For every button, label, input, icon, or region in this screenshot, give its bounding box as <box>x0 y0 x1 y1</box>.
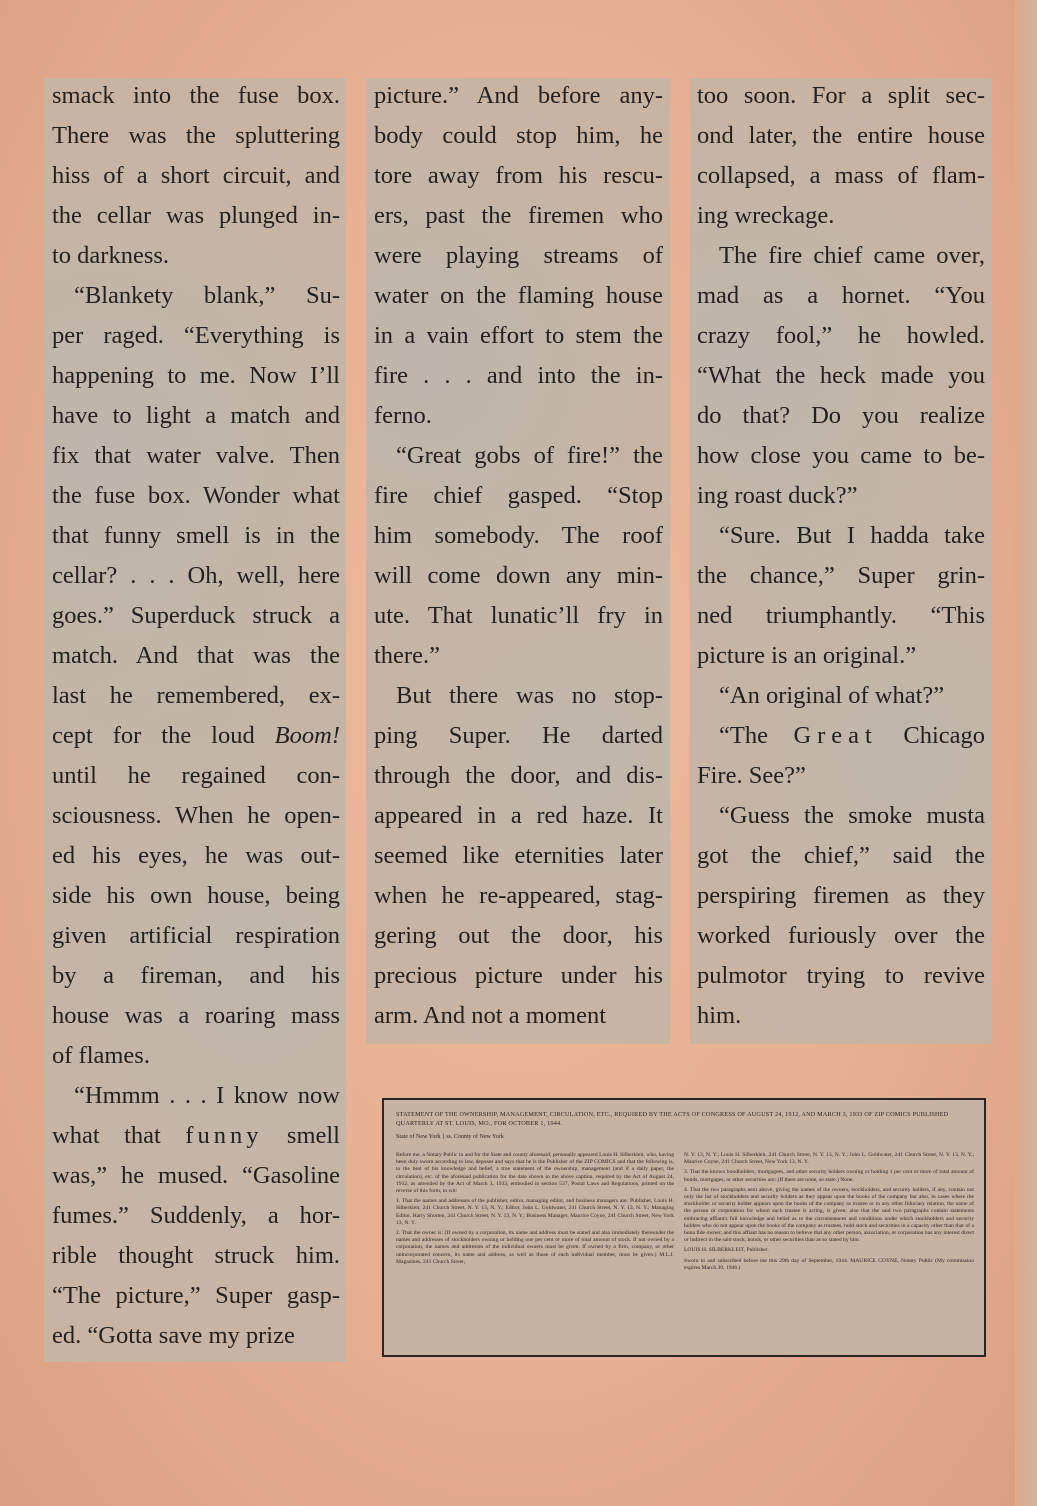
text-line: “Blankety blank,” Su- <box>74 282 340 309</box>
text-column-3 <box>697 76 985 1036</box>
text-line: goes.” Superduck struck a <box>52 602 340 629</box>
text-line: “Sure. But I hadda take <box>719 522 985 549</box>
text-line: seemed like eternities later <box>374 842 663 869</box>
text-line: “An original of what?” <box>719 682 945 709</box>
text-line: have to light a match and <box>52 402 340 429</box>
text-line: fix that water valve. Then <box>52 442 340 469</box>
statement-heading: STATEMENT OF THE OWNERSHIP, MANAGEMENT, CIRCULATION, ETC., REQUIRED BY THE ACTS OF CONGRESS OF AUGUST 24, 1912, AND MARCH 3, 1933 OF ZIP COMICS PUBLISHED QUARTERLY AT ST. LOUIS, MO., FOR OCTOBER 1, 1944. <box>396 1111 949 1127</box>
statement-paragraph: 4. That the two paragraphs next above, giving the names of the owners, stockholders, and security holders, if any, contain not only the list of stockholders and security holders as they appear upon the books of the company but also, in cases where the stockholder or security holder appears upon the books of the company as trustee or in any other fiduciary relation, the name of the person or corporation for whom such trustee is acting, is given; also that the said two paragraphs contain statements embracing affiant's full knowledge and belief as to the circumstances and conditions under which stockholders and security holders who do not appear upon the books of the company as trustees, hold stock and securities in a capacity other than that of a bona fide owner; and this affiant has no reason to believe that any other person, association, or corporation has any interest direct or indirect in the said stock, bonds, or other securities than as so stated by him. <box>684 1186 974 1244</box>
text-line: fire . . . and into the in- <box>374 362 663 389</box>
text-line: will come down any min- <box>374 562 663 589</box>
text-line: ed his eyes, he was out- <box>52 842 340 869</box>
text-line: cept for the loud Boom! <box>52 722 340 749</box>
statement-paragraph: Before me, a Notary Public in and for the State and county aforesaid, personally appeared Louis H. Silberkleit, who, having been duly sworn according to law, deposes and says that he is the Publisher of the ZIP COMICS and that the following is, to the best of his knowledge and belief, a true statement of the ownership, management (and if a daily paper, the circulation), etc. of the aforesaid publication for the date shown in the above caption, required by the Act of August 24, 1912, as amended by the Act of March 3, 1933, embodied in section 537, Postal Laws and Regulations, printed on the reverse of this form, to wit: <box>396 1152 674 1195</box>
text-line: ute. That lunatic’ll fry in <box>374 602 663 629</box>
text-line: what that funny smell <box>52 1122 340 1149</box>
text-line: gering out the door, his <box>374 922 663 949</box>
text-line: perspiring firemen as they <box>697 882 985 909</box>
text-line: ned triumphantly. “This <box>697 602 985 629</box>
text-line: “Guess the smoke musta <box>719 802 985 829</box>
text-line: fumes.” Suddenly, a hor- <box>52 1202 340 1229</box>
text-line: cellar? . . . Oh, well, here <box>52 562 340 589</box>
text-line: him somebody. The roof <box>374 522 663 549</box>
page-edge <box>1015 0 1037 1506</box>
text-line: that funny smell is in the <box>52 522 340 549</box>
text-line: tore away from his rescu- <box>374 162 663 189</box>
text-line: how close you came to be- <box>697 442 985 469</box>
text-line: to darkness. <box>52 242 170 269</box>
text-line: when he re-appeared, stag- <box>374 882 663 909</box>
text-line: “Great gobs of fire!” the <box>396 442 663 469</box>
text-line: there.” <box>374 642 440 669</box>
text-line: precious picture under his <box>374 962 663 989</box>
text-line: “The picture,” Super gasp- <box>52 1282 340 1309</box>
text-line: “The Great Chicago <box>719 722 985 749</box>
text-line: through the door, and dis- <box>374 762 663 789</box>
text-line: body could stop him, he <box>374 122 663 149</box>
ownership-statement-box <box>382 1098 986 1357</box>
text-line: crazy fool,” he howled. <box>697 322 985 349</box>
text-line: side his own house, being <box>52 882 340 909</box>
text-line: match. And that was the <box>52 642 340 669</box>
text-line: house was a roaring mass <box>52 1002 340 1029</box>
text-line: by a fireman, and his <box>52 962 340 989</box>
text-line: too soon. For a split sec- <box>697 82 985 109</box>
text-line: per raged. “Everything is <box>52 322 340 349</box>
text-line: the fuse box. Wonder what <box>52 482 340 509</box>
text-line: ed. “Gotta save my prize <box>52 1322 295 1349</box>
text-line: There was the spluttering <box>52 122 340 149</box>
text-line: ing roast duck?” <box>697 482 858 509</box>
text-line: “Hmmm . . . I know now <box>74 1082 340 1109</box>
text-line: him. <box>697 1002 742 1029</box>
text-line: mad as a hornet. “You <box>697 282 985 309</box>
text-line: Fire. See?” <box>697 762 806 789</box>
text-line: appeared in a red haze. It <box>374 802 663 829</box>
text-line: ing wreckage. <box>697 202 835 229</box>
text-line: in a vain effort to stem the <box>374 322 663 349</box>
statement-paragraph: N. Y. 13, N. Y.; Louis H. Silberkleit, 241 Church Street, N. Y. 13, N. Y.; John L. Goldwater, 241 Church Street, N. Y. 13, N. Y.; Maurice Coyne, 241 Church Street, New York 13, N. Y. <box>684 1152 974 1166</box>
text-line: do that? Do you realize <box>697 402 985 429</box>
text-line: until he regained con- <box>52 762 340 789</box>
statement-paragraph: Sworn to and subscribed before me this 29th day of September, 1944. MAURICE COYNE, Notary Public (My commission expires March 30, 1946.) <box>684 1257 974 1271</box>
text-line: the chance,” Super grin- <box>697 562 985 589</box>
statement-paragraph: LOUIS H. SILBERKLEIT, Publisher. <box>684 1247 769 1254</box>
text-line: water on the flaming house <box>374 282 663 309</box>
statement-paragraph: 2. That the owner is: (If owned by a corporation, its name and address must be stated and also immediately thereunder the names and addresses of stockholders owning or holding one per cent or more of total amount of stock. If not owned by a corporation, the names and addresses of the individual owners must be given. If owned by a firm, company, or other unincorporated concern, its name and address, as well as those of each individual member, must be given.) M.L.J. Magazines, 241 Church Street, <box>396 1230 674 1265</box>
text-column-1 <box>52 76 340 1356</box>
statement-state-county: State of New York } ss. County of New York <box>396 1134 504 1140</box>
text-line: ping Super. He darted <box>374 722 663 749</box>
text-line: last he remembered, ex- <box>52 682 340 709</box>
text-line: ond later, the entire house <box>697 122 985 149</box>
text-line: ers, past the firemen who <box>374 202 663 229</box>
text-line: hiss of a short circuit, and <box>52 162 340 189</box>
text-line: But there was no stop- <box>396 682 663 709</box>
text-line: got the chief,” said the <box>697 842 985 869</box>
text-line: worked furiously over the <box>697 922 985 949</box>
statement-paragraph: 1. That the names and addresses of the publisher, editor, managing editor, and business managers are: Publisher, Louis H. Silberkleit, 241 Church Street, N. Y. 13, N. Y.; Editor, John L. Goldwater, 241 Church Street, N. Y. 13, N. Y.; Managing Editor, Harry Shorten, 241 Church Street, N. Y. 13, N. Y.; Business Manager, Maurice Coyne, 241 Church Street, New York 13, N. Y. <box>396 1198 674 1226</box>
statement-right-column <box>684 1152 974 1275</box>
text-line: the cellar was plunged in- <box>52 202 340 229</box>
text-line: The fire chief came over, <box>719 242 985 269</box>
text-line: sciousness. When he open- <box>52 802 340 829</box>
text-line: happening to me. Now I’ll <box>52 362 340 389</box>
statement-paragraph: 3. That the known bondholders, mortgagees, and other security holders owning or holding 1 per cent or more of total amount of bonds, mortgages, or other securities are: (If there are none, so state.) None. <box>684 1169 974 1183</box>
text-line: picture.” And before any- <box>374 82 663 109</box>
text-line: arm. And not a moment <box>374 1002 607 1029</box>
text-line: ferno. <box>374 402 432 429</box>
text-line: of flames. <box>52 1042 150 1069</box>
text-line: picture is an original.” <box>697 642 917 669</box>
statement-left-column <box>396 1152 674 1269</box>
text-line: pulmotor trying to revive <box>697 962 985 989</box>
text-line: “What the heck made you <box>697 362 985 389</box>
text-line: were playing streams of <box>374 242 663 269</box>
text-line: given artificial respiration <box>52 922 340 949</box>
text-line: rible thought struck him. <box>52 1242 340 1269</box>
text-line: was,” he mused. “Gasoline <box>52 1162 340 1189</box>
text-line: collapsed, a mass of flam- <box>697 162 985 189</box>
text-line: fire chief gasped. “Stop <box>374 482 663 509</box>
text-column-2 <box>374 76 663 1036</box>
text-line: smack into the fuse box. <box>52 82 340 109</box>
